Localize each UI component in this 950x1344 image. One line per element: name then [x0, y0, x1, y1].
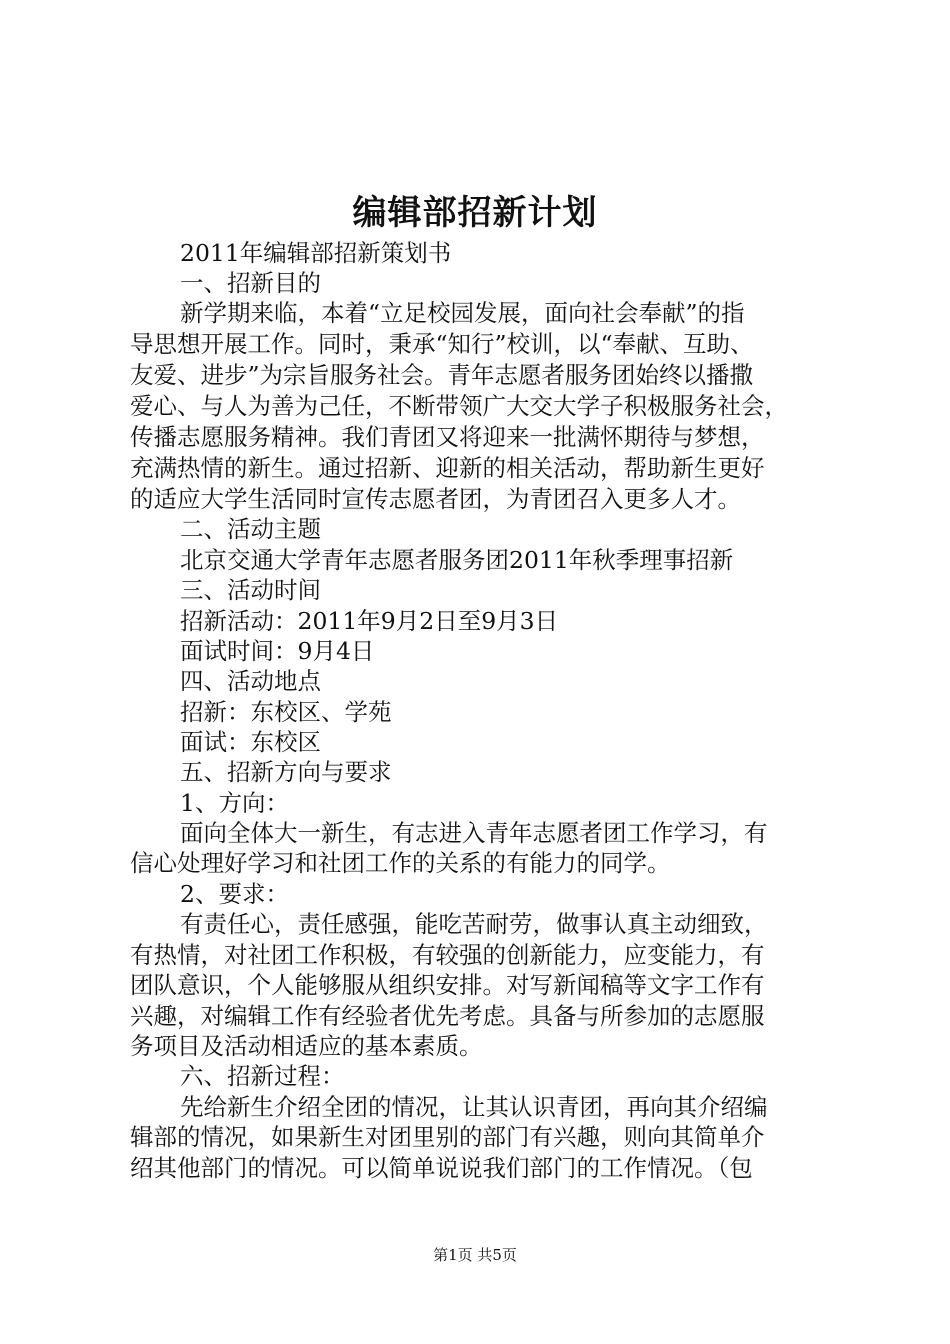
- paragraph-line: 北京交通大学青年志愿者服务团2011年秋季理事招新: [180, 546, 734, 574]
- page-title: 编辑部招新计划: [352, 193, 598, 233]
- page-footer: 第1页 共5页: [433, 1246, 517, 1264]
- paragraph-line: 兴趣，对编辑工作有经验者优先考虑。具备与所参加的志愿服: [130, 1002, 765, 1030]
- paragraph-line: 辑部的情况，如果新生对团里别的部门有兴趣，则向其简单介: [130, 1123, 765, 1151]
- subsection-heading: 1、方向：: [180, 789, 289, 817]
- doc-subtitle: 2011年编辑部招新策划书: [180, 239, 452, 267]
- paragraph-line: 传播志愿服务精神。我们青团又将迎来一批满怀期待与梦想，: [130, 423, 765, 451]
- paragraph-line: 信心处理好学习和社团工作的关系的有能力的同学。: [130, 849, 671, 877]
- paragraph-line: 面试：东校区: [180, 728, 321, 756]
- paragraph-line: 团队意识，个人能够服从组织安排。对写新闻稿等文字工作有: [130, 971, 765, 999]
- paragraph-line: 新学期来临，本着“立足校园发展，面向社会奉献”的指: [180, 299, 745, 327]
- section-heading: 三、活动时间: [180, 576, 321, 604]
- section-heading: 一、招新目的: [180, 269, 321, 297]
- paragraph-line: 爱心、与人为善为己任，不断带领广大交大学子积极服务社会，: [130, 392, 788, 420]
- paragraph-line: 导思想开展工作。同时，秉承“知行”校训，以“奉献、互助、: [130, 330, 754, 358]
- paragraph-line: 务项目及活动相适应的基本素质。: [130, 1032, 483, 1060]
- paragraph-line: 先给新生介绍全团的情况，让其认识青团，再向其介绍编: [180, 1093, 768, 1121]
- paragraph-line: 招新：东校区、学苑: [180, 698, 392, 726]
- section-heading: 四、活动地点: [180, 667, 321, 695]
- paragraph-line: 的适应大学生活同时宣传志愿者团，为青团召入更多人才。: [130, 485, 741, 513]
- section-heading: 五、招新方向与要求: [180, 758, 392, 786]
- paragraph-line: 面试时间：9月4日: [180, 637, 375, 665]
- paragraph-line: 友爱、进步”为宗旨服务社会。青年志愿者服务团始终以播撒: [130, 361, 754, 389]
- section-heading: 六、招新过程：: [180, 1062, 345, 1090]
- paragraph-line: 有责任心，责任感强，能吃苦耐劳，做事认真主动细致，: [180, 910, 768, 938]
- paragraph-line: 面向全体大一新生，有志进入青年志愿者团工作学习，有: [180, 819, 768, 847]
- subsection-heading: 2、要求：: [180, 880, 289, 908]
- paragraph-line: 有热情，对社团工作积极，有较强的创新能力，应变能力，有: [130, 941, 765, 969]
- paragraph-line: 绍其他部门的情况。可以简单说说我们部门的工作情况。（包: [130, 1154, 753, 1182]
- paragraph-line: 招新活动：2011年9月2日至9月3日: [180, 607, 559, 635]
- section-heading: 二、活动主题: [180, 515, 321, 543]
- paragraph-line: 充满热情的新生。通过招新、迎新的相关活动，帮助新生更好: [130, 454, 765, 482]
